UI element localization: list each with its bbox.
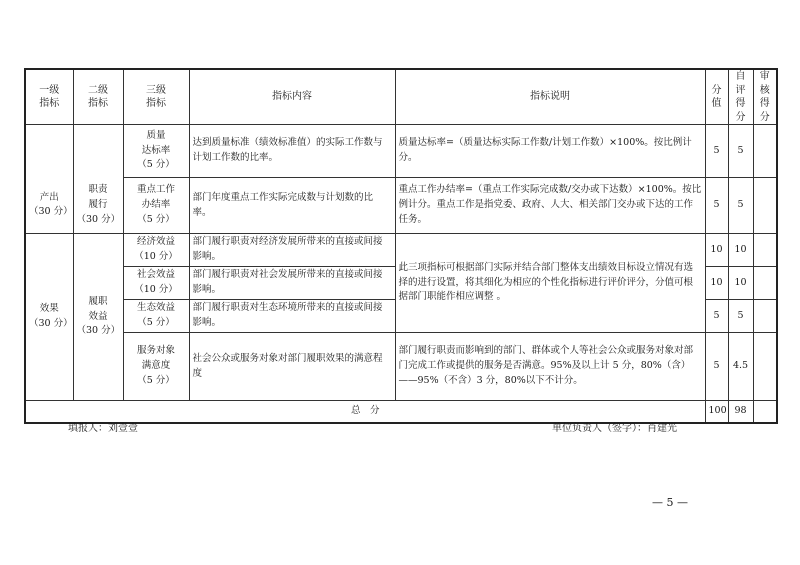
- level3-satisfaction: 服务对象 满意度 （5 分）: [123, 333, 189, 401]
- level3-quality: 质量 达标率 （5 分）: [123, 125, 189, 178]
- level3-key-work: 重点工作 办结率 （5 分）: [123, 178, 189, 234]
- score-ecological: 5: [705, 300, 728, 333]
- total-label: 总 分: [25, 401, 705, 423]
- score-key-work: 5: [705, 178, 728, 234]
- table-row-key-work: [25, 178, 777, 234]
- content-social: 部门履行职责对社会发展所带来的直接或间接影响。: [189, 267, 395, 300]
- audit-score-key-work: [753, 178, 777, 234]
- level1-cell-empty: [25, 125, 73, 178]
- content-ecological: 部门履行职责对生态环境所带来的直接或间接影响。: [189, 300, 395, 333]
- level2-duty: 职责 履行 （30 分）: [73, 178, 123, 234]
- level2-cell-empty: [73, 125, 123, 178]
- level1-output: 产出 （30 分）: [25, 178, 73, 234]
- level3-ecological: 生态效益 （5 分）: [123, 300, 189, 333]
- self-score-satisfaction: 4.5: [728, 333, 753, 401]
- level3-economic: 经济效益 （10 分）: [123, 234, 189, 267]
- header-score: 分 值: [705, 69, 728, 125]
- level1-effect: 效果 （30 分）: [25, 234, 73, 401]
- header-row: [25, 69, 777, 125]
- level3-social: 社会效益 （10 分）: [123, 267, 189, 300]
- audit-score-satisfaction: [753, 333, 777, 401]
- table-row-satisfaction: [25, 333, 777, 401]
- score-social: 10: [705, 267, 728, 300]
- content-quality: 达到质量标准（绩效标准值）的实际工作数与计划工作数的比率。: [189, 125, 395, 178]
- self-score-quality: 5: [728, 125, 753, 178]
- page-number: — 5 —: [652, 496, 688, 509]
- audit-score-economic: [753, 234, 777, 267]
- level2-performance: 履职 效益 （30 分）: [73, 234, 123, 401]
- explain-satisfaction: 部门履行职责而影响到的部门、群体或个人等社会公众或服务对象对部门完成工作或提供的服务是否满意。95%及以上计 5 分，80%（含）——95%（不含）3 分，80%以下不计分。: [395, 333, 705, 401]
- explain-key-work: 重点工作办结率=（重点工作实际完成数/交办或下达数）×100%。按比例计分。重点工作是指党委、政府、人大、相关部门交办或下达的工作任务。: [395, 178, 705, 234]
- total-self-score: 98: [728, 401, 753, 423]
- audit-score-quality: [753, 125, 777, 178]
- table-row-economic: [25, 234, 777, 267]
- audit-score-social: [753, 267, 777, 300]
- content-economic: 部门履行职责对经济发展所带来的直接或间接影响。: [189, 234, 395, 267]
- content-key-work: 部门年度重点工作实际完成数与计划数的比率。: [189, 178, 395, 234]
- table-row-quality: [25, 125, 777, 178]
- total-audit-score: [753, 401, 777, 423]
- header-level1: 一级 指标: [25, 69, 73, 125]
- reporter-label: 填报人：刘壹壹: [68, 423, 138, 434]
- header-content: 指标内容: [189, 69, 395, 125]
- score-economic: 10: [705, 234, 728, 267]
- explain-shared: 此三项指标可根据部门实际并结合部门整体支出绩效目标设立情况有选择的进行设置，将其细化为相应的个性化指标进行评价评分，分值可根据部门职能作相应调整 。: [395, 234, 705, 333]
- explain-quality: 质量达标率=（质量达标实际工作数/计划工作数）×100%。按比例计分。: [395, 125, 705, 178]
- total-score: 100: [705, 401, 728, 423]
- score-quality: 5: [705, 125, 728, 178]
- evaluation-table: [24, 68, 778, 424]
- self-score-economic: 10: [728, 234, 753, 267]
- self-score-social: 10: [728, 267, 753, 300]
- header-audit-score: 审核 得分: [753, 69, 777, 125]
- self-score-ecological: 5: [728, 300, 753, 333]
- score-satisfaction: 5: [705, 333, 728, 401]
- leader-signature-label: 单位负责人（签字）：肖建光: [552, 423, 677, 434]
- header-level2: 二级 指标: [73, 69, 123, 125]
- audit-score-ecological: [753, 300, 777, 333]
- self-score-key-work: 5: [728, 178, 753, 234]
- header-self-score: 自评 得分: [728, 69, 753, 125]
- content-satisfaction: 社会公众或服务对象对部门履职效果的满意程度: [189, 333, 395, 401]
- header-level3: 三级 指标: [123, 69, 189, 125]
- header-explain: 指标说明: [395, 69, 705, 125]
